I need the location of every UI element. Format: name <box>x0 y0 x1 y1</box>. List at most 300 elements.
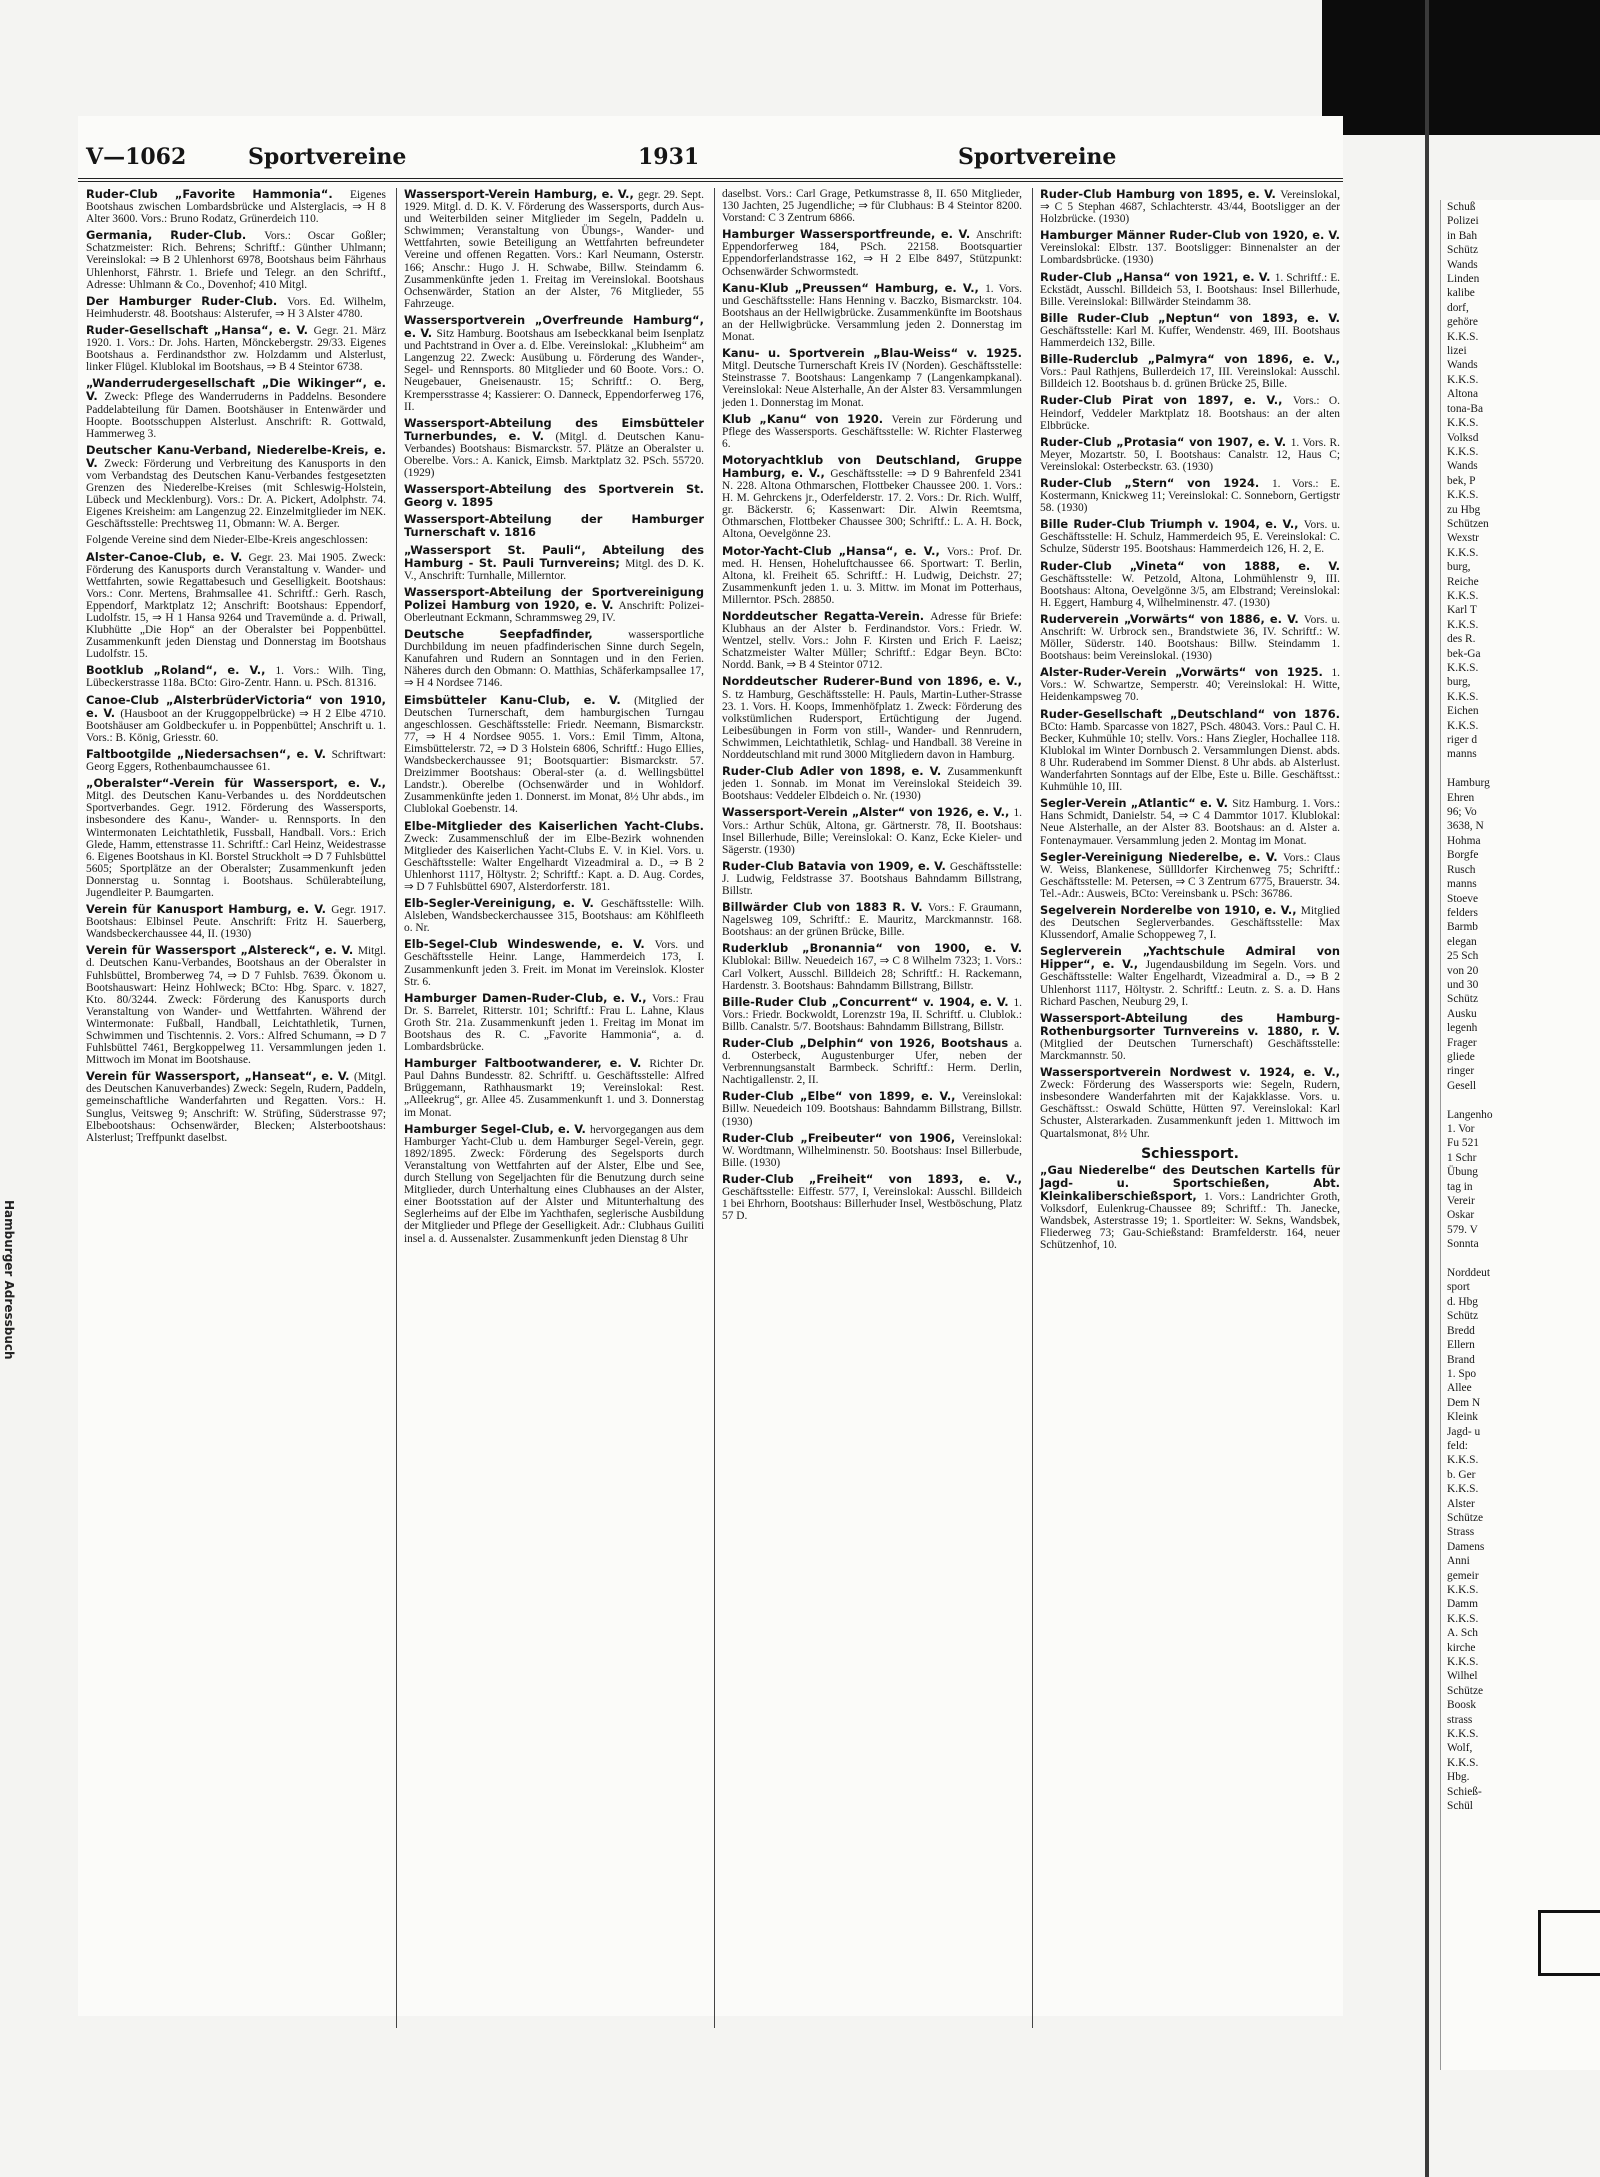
column-divider <box>714 188 715 2028</box>
club-name: Wassersport-Verein Hamburg, e. V., <box>404 187 639 201</box>
club-name: Ruder-Club Batavia von 1909, e. V. <box>722 858 950 873</box>
right-page-line: Stoeve <box>1447 892 1479 905</box>
club-entry <box>722 545 1022 606</box>
club-details: Geschäftsstelle: J. Ludwig, Feldstrasse 37. Bootshaus Bahndamm Billstrang, Billstr. <box>722 860 1022 897</box>
club-name: Ruderverein „Vorwärts“ von 1886, e. V. <box>1040 611 1304 626</box>
club-details: Vors.: Oscar Goßler; Schatzmeister: Rich. Behrens; Schriftf.: Günther Uhlmann; Vereinslokal: ⇒ B 2 Uhlenhorst 6978, Bootshaus beim Fährhaus Uhlenhorst, Fährstr. 1. Briefe und Telegr. an den Schriftf., Adresse: Uhlmann & Co., Dovenhof; 410 Mitgl. <box>86 230 386 291</box>
right-page-line: K.K.S. <box>1447 719 1479 732</box>
club-name: Segelverein Norderelbe von 1910, e. V., <box>1040 902 1301 917</box>
club-details: Sitz Hamburg. Bootshaus am Isebeckkanal beim Isenplatz und Pachtstrand in Over a. d. Elbe. Vereinslokal: „Klubheim“ am Langenzug 22. Zweck: Ausübung u. Förderung des Wander-, Segel- und Rennsports. 80 Mitglieder und 60 Boote. Vors.: O. Neugebauer, Gneisenaustr. 15; Schriftf.: O. Berg, Krempersstrasse 4; Kassierer: O. Danneck, Eppendorferweg 176, II. <box>404 328 704 413</box>
right-page-line <box>1441 1093 1600 1107</box>
right-page-line <box>1441 762 1600 776</box>
club-name: Hamburger Faltbootwanderer, e. V. <box>404 1056 650 1071</box>
club-entry <box>1040 436 1340 473</box>
page-number: V—1062 <box>86 144 187 170</box>
club-details: Verein zur Förderung und Pflege des Wassersports. Geschäftsstelle: W. Richter Flasterweg 6. <box>722 413 1023 450</box>
club-details: 1. Vors. und Geschäftsstelle: Hans Henning v. Baczko, Bismarckstr. 104. Bootshaus an der Hellwigbrücke. Zusammenkünfte im Bootshaus an der Hellwigbrücke. Versammlung jeden 2. Donnerstag im Monat. <box>722 282 1022 344</box>
club-details: Gegr. 23. Mai 1905. Zweck: Förderung des Kanusports durch Veranstaltung v. Wander- und Wettfahrten, sowie Regattabesuch und Geselligkeit. Bootshaus: Vors.: Conr. Mertens, Brahmsallee 41. Schriftf.: Gerh. Rasch, Eppendorf, Marktplatz 12; Anschrift: Bootshaus: Eppendorf, Ludolfstr. 15, ⇒ H 1 Hansa 9264 und Travemünde a. d. Priwall, Klubhütte „Die Hop“ an der Oberalster bei Poppenbüttel. Zusammenkunft jeden Dienstag und Donnerstag im Bootshaus Ludolfstr. 15. <box>86 551 386 661</box>
club-details: 1. Vors.: Friedr. Bockwoldt, Lorenzstr 19a, II. Schriftf. u. Clublok.: Billb. Canalstr. 5/7. Bootshaus: Bahndamm Billstrang, Billstr. <box>722 996 1022 1033</box>
club-details: Zweck: Pflege des Wanderruderns in Paddelns. Besondere Paddelabteilung für Damen. Bootshäuser in Entenwärder und Hoopte. Bootsschuppen Alsterlust. Anschrift: R. Gottwald, Hammerweg 3. <box>86 391 387 440</box>
right-page-line: Langenho <box>1447 1108 1493 1121</box>
club-name: Motor-Yacht-Club „Hansa“, e. V., <box>722 543 947 558</box>
column-1 <box>86 188 386 1148</box>
club-entry <box>86 748 386 773</box>
right-page-line: tag in <box>1447 1180 1473 1193</box>
club-entry <box>1040 1066 1340 1140</box>
right-page-line: Damm <box>1447 1598 1479 1611</box>
club-entry <box>1040 1164 1340 1252</box>
right-page-line: Hbg. <box>1447 1771 1470 1784</box>
right-page-line <box>1441 1252 1600 1266</box>
club-name: Seglerverein „Yachtschule Admiral von Hipper“, e. V., <box>1040 944 1340 972</box>
right-page-line: burg, <box>1447 676 1471 689</box>
right-page-line: Eichen <box>1447 705 1479 718</box>
club-details: Gegr. 1917. Bootshaus: Elbinsel Peute. Anschrift: Fritz H. Sauerberg, Wandsbeckerchaussee 44, II. (1930) <box>86 904 386 941</box>
binding-side-text: Hamburger Adressbuch <box>2 1200 16 1360</box>
club-entry <box>722 942 1022 991</box>
club-details: Vors. u. Geschäftsstelle: H. Schulz, Hammerdeich 95, E. Vereinslokal: C. Schulze, Süderstr 195. Bootshaus: Hammerdeich 126, H. 2, E. <box>1040 519 1340 556</box>
club-details: Gegr. 21. März 1920. 1. Vors.: Dr. Johs. Harten, Mönckebergstr. 29/33. Eigenes Bootshaus a. Ferdinandsthor zw. Holzdamm und Alsterlust, linker Flügel. Klublokal im Bootshaus, ⇒ B 4 Steintor 6738. <box>86 324 386 374</box>
club-details: (Mitglied der Deutschen Turnerschaft, dem hamburgischen Turngau angeschlossen. Geschäftsstelle: Friedr. Neemann, Bismarckstr. 77, ⇒ H 4 Nordsee 9055. 1. Vors.: Emil Timm, Altona, Eimsbüttelerstr. 72, ⇒ D 3 Holstein 6806, Schriftf.: Hugo Ellies, Wandsbeckerchaussee 91; Bootsquartier: Bismarckstr. 57. Dreizimmer Bootshaus: Oberal-ster (a. d. Wellingsbüttel Landstr.). Oberelbe (Ochsenwärder und in Wohldorf. Zusammenkünfte jeden 1. Donnerst. im Monat, 8½ Uhr abds., im Clublokal Goebenstr. 14. <box>404 694 704 816</box>
club-entry <box>1040 312 1340 349</box>
club-name: Canoe-Club „AlsterbrüderVictoria“ von 1910, e. V. <box>86 692 386 720</box>
club-name: Verein für Wassersport, „Hanseat“, e. V. <box>86 1069 355 1084</box>
club-name: Wassersportverein „Overfreunde Hamburg“, e. V. <box>404 312 704 341</box>
club-name: Kanu- u. Sportverein „Blau-Weiss“ v. 1925. <box>722 346 1022 361</box>
club-details: Anschrift: Polizei-Oberleutnant Eckmann, Schrammsweg 29, IV. <box>404 599 704 624</box>
club-entry <box>1040 851 1340 900</box>
club-name: Ruderklub „Bronannia“ von 1900, e. V. <box>722 941 1022 956</box>
club-name: Ruder-Club „Elbe“ von 1899, e. V., <box>722 1089 962 1104</box>
club-details: Zweck: Förderung des Wassersports wie: Segeln, Rudern, insbesondere Wanderfahrten mit der Kajakklasse. Vors. u. Geschäftsst.: Oswald Schütte, Hütten 97. Vereinslokal: Karl Schuster, Alsterarkaden. Zusammenkunft jeden 1. Mittwoch im Quartalsmonat, 8½ Uhr. <box>1040 1079 1340 1140</box>
right-page-line: riger d <box>1447 734 1478 747</box>
club-entry <box>404 938 704 987</box>
club-entry <box>404 513 704 539</box>
right-page-line: K.K.S. <box>1447 1612 1479 1625</box>
right-page-line: K.K.S. <box>1447 1728 1479 1741</box>
club-name: Verein für Kanusport Hamburg, e. V. <box>86 902 332 917</box>
club-details: Vereinslokal: Billw. Neuedeich 109. Bootshaus: Bahndamm Billstrang, Billstr. (1930) <box>722 1091 1022 1128</box>
club-entry <box>722 765 1022 802</box>
right-page-line: Schütz <box>1447 993 1479 1006</box>
right-page-line: Bredd <box>1447 1324 1475 1337</box>
right-page-line: Übung <box>1447 1166 1479 1179</box>
right-page-line: K.K.S. <box>1447 445 1479 458</box>
right-page-line: Hamburg <box>1447 777 1490 790</box>
club-name: Hamburger Damen-Ruder-Club, e. V., <box>404 990 653 1005</box>
club-entry <box>1040 394 1340 431</box>
club-name: Ruder-Club „Protasia“ von 1907, e. V. <box>1040 434 1291 449</box>
club-details: 1. Vors.: Arthur Schük, Altona, gr. Gärtnerstr. 78, II. Bootshaus: Insel Billerhude, Bille; Vereinslokal: O. Kanz, Ecke Kieler- und Sägerstr. (1930) <box>722 807 1022 856</box>
right-page-fragment <box>1440 200 1600 2070</box>
right-page-line: Boosk <box>1447 1699 1477 1712</box>
right-page-line: sport <box>1447 1281 1470 1294</box>
right-page-line: Schuß <box>1447 201 1476 213</box>
club-entry <box>1040 229 1340 266</box>
club-entry <box>86 377 386 439</box>
club-details: Anschrift: Eppendorferweg 184, PSch. 22158. Bootsquartier Eppendorferlandstrasse 162, ⇒ H 2 Elbe 8497, Stützpunkt: Ochsenwärder Schwormstedt. <box>722 229 1022 278</box>
right-page-line: dorf, <box>1447 301 1469 314</box>
right-page-line: K.K.S. <box>1447 690 1479 703</box>
club-entry <box>1040 477 1340 514</box>
club-entry <box>1040 1012 1340 1062</box>
right-page-line: strass <box>1447 1713 1473 1726</box>
club-details: Vors.: F. Graumann, Nagelsweg 109, Schriftf.: E. Mauritz, Marckmannstr. 168. Bootshaus: an der grünen Brücke, Bille. <box>722 902 1022 939</box>
club-entry <box>404 897 704 934</box>
club-name: „Wanderrudergesellschaft „Die Wikinger“, e. V. <box>86 376 386 404</box>
right-page-line: manns <box>1447 878 1477 891</box>
right-page-line: bek-Ga <box>1447 647 1481 660</box>
club-details: Geschäftsstelle: Wilh. Alsleben, Wandsbeckerchaussee 315, Bootshaus: am Köhlfleeth o. Nr. <box>404 898 704 935</box>
right-page-line: ringer <box>1447 1065 1475 1078</box>
right-page-line: Altona <box>1447 388 1479 401</box>
club-details: Zweck: Zusammenschluß der im Elbe-Bezirk wohnenden Mitglieder des Kaiserlichen Yacht-Clubs E. V. in Kiel. Vors. u. Geschäftsstelle: Walter Engelhardt Vizeadmiral a. D., ⇒ B 2 Uhlenhorst 1117, Höltystr. 2; Schriftf.: Kapt. a. D. Aug. Cordes, ⇒ D 7 Fuhlsbüttel 6907, Alsterdorferstr. 181. <box>404 832 704 893</box>
right-page-line: Schütze <box>1447 1684 1484 1697</box>
right-page-line: Schieß- <box>1447 1785 1482 1798</box>
page-header <box>78 138 1343 182</box>
club-entry <box>404 314 704 413</box>
club-details: 1. Vors. R. Meyer, Mozartstr. 50, I. Bootshaus: Canalstr. 12, Haus C; Vereinslokal: Osterbeckstr. 63. (1930) <box>1040 436 1340 473</box>
right-page-line: Wexstr <box>1447 532 1479 545</box>
right-page-line: Wolf, <box>1447 1742 1473 1755</box>
club-entry <box>1040 904 1340 941</box>
right-page-frame <box>1538 1910 1600 1976</box>
club-entry <box>86 324 386 373</box>
club-details: 1. Vors.: W. Schwartze, Semperstr. 40; Vereinslokal: H. Witte, Heidenkampsweg 70. <box>1040 667 1340 704</box>
club-details: Geschäftsstelle: W. Petzold, Altona, Lohmühlenstr 9, III. Bootshaus: Altona, Oevelgönne 3/5, am Elbstrand; Vereinslokal: H. Eggert, Hamburg 4, Wilhelminenstr. 47. (1930) <box>1040 572 1340 609</box>
club-name: „Gau Niederelbe“ des Deutschen Kartells für Jagd- u. Sportschießen, Abt. Kleinkaliberschießsport, <box>1040 1162 1340 1203</box>
club-details: Klublokal: Billw. Neuedeich 167, ⇒ C 8 Wilhelm 7323; 1. Vors.: Carl Volkert, Ausschl. Billdeich 28; Schriftf.: H. Rackemann, Hardenstr. 3. Bootshaus: Bahndamm Billstrang, Billstr. <box>722 955 1022 992</box>
club-entry <box>404 1123 704 1245</box>
club-name: Ruder-Club „Favorite Hammonia“. <box>86 187 350 201</box>
club-details: Vors.: O. Heindorf, Veddeler Marktplatz 18. Bootshaus: an der alten Elbbrücke. <box>1040 395 1340 432</box>
club-entry <box>86 694 386 744</box>
club-details: daselbst. Vors.: Carl Grage, Petkumstrasse 8, II. 650 Mitglieder, 130 Jachten, 25 Jugendliche; ⇒ für Clubhaus: B 4 Steintor 8200. Vorstand: C 3 Zentrum 6866. <box>722 188 1022 225</box>
club-details: Vors.: Claus W. Weiss, Blankenese, Süllldorfer Kirchenweg 75; Schriftf.: Geschäftsstelle: M. Petersen, ⇒ C 3 Zentrum 6775, Brauerstr. 34. Tel.-Adr.: Ausweis, BCto: Vereinsbank u. PSch: 36786. <box>1040 851 1340 900</box>
club-details: (Mitgl. d. Deutschen Kanu-Verbandes) Bootshaus: Bismarckstr. 57. Plätze an Oberalster u. Oberelbe. Vors.: A. Kanick, Eimsb. Marktplatz 32. PSch. 55720. (1929) <box>404 430 704 480</box>
club-name: Wassersport-Abteilung des Sportverein St. Georg v. 1895 <box>404 482 704 510</box>
club-name: Segler-Verein „Atlantic“ e. V. <box>1040 796 1233 811</box>
right-page-line: d. Hbg <box>1447 1295 1479 1308</box>
club-name: Ruder-Gesellschaft „Hansa“, e. V. <box>86 322 314 337</box>
club-name: Bille-Ruderclub „Palmyra“ von 1896, e. V., <box>1040 352 1340 367</box>
club-entry <box>1040 708 1340 794</box>
club-entry <box>1040 271 1340 308</box>
right-page-line: K.K.S. <box>1447 618 1479 631</box>
club-details: Vors.: Frau Dr. S. Barrelet, Ritterstr. 101; Schriftf.: Frau L. Lahne, Klaus Groth Str. 21a. Zusammenkunft jeden 1. Freitag im Monat im Bootshaus des R. C. „Favorite Hammonia“, a. d. Lombardsbrücke. <box>404 992 704 1054</box>
right-page-line: Vereir <box>1447 1195 1475 1208</box>
right-page-line: Wands <box>1447 460 1478 473</box>
club-details: Mitgl. Deutsche Turnerschaft Kreis IV (Norden). Geschäftsstelle: Steinstrasse 7. Bootshaus: Langenkamp 7 (Langenkampkanal). Vereinslokal: Neue Alsterhalle, An der Alster 83. Versammlungen jeden 1. Donnerstag im Monat. <box>722 360 1022 409</box>
club-entry <box>86 188 386 225</box>
club-details: gegr. 29. Sept. 1929. Mitgl. d. D. K. V. Förderung des Wassersports, durch Aus- und Weiterbilden seiner Mitglieder im Segeln, Paddeln u. Schwimmen; Veranstaltung von Übungs-, Wander- und Wettfahrten, sowie Beteiligung an Wettfahrten befreundeter Vereine und offenen Regatten. Vors.: Karl Neumann, Osterstr. 166; Anschr.: Hugo J. H. Schwabe, Billw. Steindamm 6. Zusammenkünfte jeden 1. Freitag im Vereinslokal. Bootshaus Ochsenwärder, Station an der Alster, 76 Mitglieder, 55 Fahrzeuge. <box>404 189 705 310</box>
club-name: Ruder-Club „Freiheit“ von 1893, e. V., <box>722 1171 1022 1186</box>
club-details: hervorgegangen aus dem Hamburger Yacht-Club u. dem Hamburger Segel-Verein, gegr. 1892/1895. Zweck: Förderung des Segelsports durch Veranstaltung von Wettfahrten auf der Alster, Elbe und See, durch Stellung von Segeljachten für die Benutzung durch seine Mitglieder, durch Unterhaltung eines Clubhauses an der Alster, einer Bootsstation auf der Alster und Mitunterhaltung des Seglerheims auf der Elbe im Yachthafen, seglerische Ausbildung der Mitglieder und Pflege der Geselligkeit. Adr.: Clubhaus Guiliti insel a. d. Aussenalster. Zusammenkunft jeden Dienstag 8 Uhr <box>404 1123 704 1245</box>
club-details: Sitz Hamburg. 1. Vors.: Hans Schmidt, Danielstr. 54, ⇒ C 4 Dammtor 1017. Klublokal: Neue Alsterhalle, an der Alster 83. Bootshaus: an d. Alster a. Fontenaymauer. Versammlung jeden 2. Montag im Monat. <box>1040 798 1341 847</box>
right-page-line: Reiche <box>1447 575 1479 588</box>
club-details: Vors.: Paul Rathjens, Bullerdeich 17, III. Vereinslokal: Ausschl. Billdeich 12. Bootshaus b. d. grünen Brücke 25, Bille. <box>1040 366 1340 391</box>
club-name: Norddeutscher Regatta-Verein. <box>722 609 931 623</box>
right-page-line: K.K.S. <box>1447 417 1479 430</box>
club-name: Bille-Ruder Club „Concurrent“ v. 1904, e. V. <box>722 994 1014 1009</box>
club-name: Segler-Vereinigung Niederelbe, e. V. <box>1040 849 1284 864</box>
club-name: Wassersport-Abteilung der Sportvereinigung Polizei Hamburg von 1920, e. V. <box>404 584 704 612</box>
club-details: Mitgl. d. Deutschen Kanu-Verbandes, Bootshaus an der Oberalster in Fuhlsbüttel, Bromberweg 74, ⇒ D 7 Fuhlsb. 7639. Ökonom u. Bootshauswart: Heinz Hohlweck; BCto: Hbg. Sparc. v. 1827, Kto. 80/3244. Zweck: Förderung des Kanusports durch Veranstaltung von Wander- und Wettfahrten. Während der Wintermonate: Fußball, Handball, Leichtathletik, Turnen, Schwimmen und Tischtennis. 2. Vors.: Alfred Schumann, ⇒ D 7 Fuhlsbüttel 7461, Bergkoppelweg 11. Versammlungen jeden 1. Mittwoch im Monat im Bootshause. <box>86 945 386 1067</box>
club-entry <box>404 586 704 624</box>
club-name: Faltbootgilde „Niedersachsen“, e. V. <box>86 746 332 761</box>
club-entry <box>1040 518 1340 555</box>
club-entry <box>86 664 386 689</box>
club-entry <box>86 777 386 899</box>
club-entry <box>1040 560 1340 609</box>
club-name: Alster-Canoe-Club, e. V. <box>86 549 249 564</box>
right-page-line: K.K.S. <box>1447 589 1479 602</box>
club-details: 1. Vors.: Landrichter Groth, Volksdorf, Eulenkrug-Chaussee 89; Schriftf.: Th. Janecke, Wandsbek, Asterstrasse 19; 1. Sportleiter: W. Sekns, Wandsbek, Fliederweg 73; Gau-Schießstand: Bramfelderstr. 164, neuer Schützenhof, 10. <box>1040 1190 1340 1252</box>
club-name: Wassersport-Abteilung des Eimsbütteler Turnerbundes, e. V. <box>404 415 704 443</box>
club-entry <box>1040 613 1340 662</box>
club-details: Geschäftsstelle: Eiffestr. 577, I, Vereinslokal: Ausschl. Billdeich 1 bei Ehrhorn, Bootshaus: Billerhuder Insel, Westböschung, Platz 57 D. <box>722 1186 1022 1223</box>
club-entry <box>722 860 1022 897</box>
right-page-line: 1. Vor <box>1447 1123 1475 1135</box>
right-page-line: Schütze <box>1447 1511 1484 1524</box>
right-page-line: K.K.S. <box>1447 330 1479 343</box>
right-page-line: Schütz <box>1447 1310 1479 1323</box>
right-page-line: b. Ger <box>1447 1468 1476 1481</box>
club-name: Alster-Ruder-Verein „Vorwärts“ von 1925. <box>1040 665 1332 680</box>
club-name: Ruder-Club „Freibeuter“ von 1906, <box>722 1130 962 1145</box>
club-details: Jugendausbildung im Segeln. Vors. und Geschäftsstelle: Walter Engelhardt, Vizeadmiral a. D., ⇒ B 2 Uhlenhorst 1117, Höltystr. 2. Schriftf.: Leutn. z. S. a. D. Hans Richard Paschen, Neuburg 29, I. <box>1040 959 1340 1008</box>
right-page-line: 96; Vo <box>1447 806 1477 819</box>
club-entry <box>86 903 386 940</box>
club-details: Mitgl. des Deutschen Kanu-Verbandes u. des Norddeutschen Sportverbandes. Gegr. 1912. Förderung des Wassersports, insbesondere des Kanu-, Wander- u. Rennsports. In den Wintermonaten Leichtathletik, Fussball, Handball. Vors.: Erich Glede, Hamm, ettenstrasse 11. Schriftf.: Carl Heinz, Weidestrasse 6. Eigenes Bootshaus in Kl. Borstel Struckholt ⇒ D 7 Fuhlsbüttel 5605; Sportplätze an der Oberalster; Zusammenkunft jeden Donnerstag u. Sonntag i. Bootshaus. Schülerabteilung, Jugendleiter P. Baumgarten. <box>86 790 386 899</box>
club-name: Ruder-Club Hamburg von 1895, e. V. <box>1040 187 1281 201</box>
club-name: Wassersport-Verein „Alster“ von 1926, e. V., <box>722 805 1014 820</box>
right-page-line: 579. V <box>1447 1223 1478 1236</box>
right-page-line: Oskar <box>1447 1209 1475 1222</box>
right-page-line: Anni <box>1447 1555 1470 1568</box>
club-details: (Mitglied der Deutschen Turnerschaft) Geschäftsstelle: Marckmannstr. 50. <box>1040 1037 1340 1062</box>
club-details: Vereinslokal, ⇒ C 5 Stephan 4687, Schlachterstr. 43/44, Bootsligger an der Holzbrücke. (1930) <box>1040 189 1340 226</box>
right-page-line: legenh <box>1447 1022 1478 1035</box>
club-entry <box>722 347 1022 408</box>
club-details: (Mitgl. des Deutschen Kanuverbandes) Zweck: Segeln, Rudern, Paddeln, gemeinschaftliche Wanderfahrten und Regatten. Vors.: H. Sunglus, Veitsweg 9; Anschrift: W. Strüfing, Süderstrasse 97; Elbebootshaus: Ochsenwärder, Blecken; Alsterbootshaus: Alsterlust; Treffpunkt daselbst. <box>86 1071 386 1144</box>
club-entry <box>86 295 386 320</box>
right-page-line: Borgfe <box>1447 849 1479 862</box>
column-divider <box>396 188 397 2028</box>
club-entry <box>722 282 1022 343</box>
right-page-line: Linden <box>1447 273 1480 286</box>
club-name: Kanu-Klub „Preussen“ Hamburg, e. V., <box>722 280 986 295</box>
club-entry <box>1040 666 1340 703</box>
right-page-line: Schül <box>1447 1800 1473 1813</box>
club-name: Germania, Ruder-Club. <box>86 228 265 243</box>
left-page <box>78 116 1343 2016</box>
club-entry <box>1040 945 1340 1007</box>
right-page-line: K.K.S. <box>1447 546 1479 559</box>
right-page-line: Schützen <box>1447 517 1489 530</box>
right-page-line: K.K.S. <box>1447 1584 1479 1596</box>
right-page-line: K.K.S. <box>1447 662 1479 674</box>
right-page-line: feld: <box>1447 1439 1468 1452</box>
club-entry <box>722 228 1022 277</box>
club-name: Elb-Segel-Club Windeswende, e. V. <box>404 937 655 952</box>
right-page-line: kalibe <box>1447 287 1475 300</box>
column-4 <box>1040 188 1340 1255</box>
right-page-line: Alster <box>1447 1497 1475 1510</box>
right-page-line: in Bah <box>1447 229 1478 242</box>
club-name: Wassersportverein Nordwest v. 1924, e. V., <box>1040 1065 1340 1080</box>
header-left-title: Sportvereine <box>248 144 407 170</box>
club-name: Eimsbütteler Kanu-Club, e. V. <box>404 692 635 707</box>
right-page-line: Frager <box>1447 1036 1477 1049</box>
club-name: Billwärder Club von 1883 R. V. <box>722 900 928 915</box>
right-page-line: Norddeut <box>1447 1267 1491 1280</box>
club-entry <box>404 820 704 894</box>
right-page-line: Ellern <box>1447 1339 1475 1352</box>
right-page-line: Hohma <box>1447 834 1481 847</box>
club-entry <box>86 229 386 290</box>
club-name: Wassersport-Abteilung des Hamburg-Rothenburgsorter Turnvereins v. 1880, r. V. <box>1040 1010 1340 1038</box>
club-name: Wassersport-Abteilung der Hamburger Turnerschaft v. 1816 <box>404 512 704 540</box>
club-name: Ruder-Club „Delphin“ von 1926, Bootshaus <box>722 1036 1015 1050</box>
club-name: Der Hamburger Ruder-Club. <box>86 293 288 308</box>
right-page-line: Polizei <box>1447 215 1479 228</box>
right-page-line: Wands <box>1447 359 1478 372</box>
club-name: Ruder-Club Adler von 1898, e. V. <box>722 764 948 779</box>
club-details: Zweck: Förderung und Verbreitung des Kanusports in den vom Verbandstag des Deutschen Kanu-Verbandes festgesetzten Grenzen des Niederelbe-Kreises (mit Schleswig-Holstein, Lübeck und Mecklenburg). Vors.: Dr. A. Pickert, Adolphstr. 74. Eigenes Kreisheim: am Langenzug 22. Einzelmitglieder im NEK. Geschäftsstelle: Prechtsweg 11, Obmann: W. A. Berger. <box>86 457 387 531</box>
club-details: Mitgl. des D. K. V., Anschrift: Turnhalle, Millerntor. <box>404 557 704 582</box>
right-page-line: manns <box>1447 748 1477 761</box>
right-page-line: Ausku <box>1447 1007 1477 1020</box>
club-entry <box>404 992 704 1053</box>
club-details: Vereinslokal: Elbstr. 137. Bootsligger: Binnenalster an der Lombardsbrücke. (1930) <box>1040 242 1340 267</box>
club-name: Elbe-Mitglieder des Kaiserlichen Yacht-Clubs. <box>404 818 704 833</box>
section-heading: Schiessport. <box>1141 1145 1239 1162</box>
club-name: Hamburger Männer Ruder-Club von 1920, e. V. <box>1040 228 1340 243</box>
club-details: Zusammenkunft jeden 1. Sonnab. im Monat im Vereinslokal Steideich 39. Bootshaus: Veddeler Elbdeich o. Nr. (1930) <box>722 766 1022 803</box>
club-name: Ruder-Club „Vineta“ von 1888, e. V. <box>1040 558 1340 573</box>
club-name: Deutscher Kanu-Verband, Niederelbe-Kreis, e. V. <box>86 442 386 470</box>
right-page-line: K.K.S. <box>1447 1756 1479 1769</box>
club-entry <box>86 534 386 546</box>
club-name: „Wassersport St. Pauli“, Abteilung des Hamburg - St. Pauli Turnvereins; <box>404 542 704 570</box>
club-name: Klub „Kanu“ von 1920. <box>722 411 892 426</box>
club-entry <box>404 628 704 689</box>
right-page-line: tona-Ba <box>1447 402 1484 415</box>
club-entry <box>722 610 1022 671</box>
club-entry <box>86 944 386 1066</box>
club-details: Geschäftsstelle: ⇒ D 9 Bahrenfeld 2341 N. 228. Altona Othmarschen, Flottbeker Chaussee 200. 1. Vors.: H. M. Gehrckens jr., Oderfelderstr. 17. 2. Vors.: Dr. Rich. Wulff, gr. Bäckerstr. 6; Kassenwart: Dir. Alwin Reemtsma, Othmarschen, Flottbeker Chaussee 300; Schriftf.: L. A. H. Bock, Altona, Oevelgönne 23. <box>722 467 1022 541</box>
club-entry <box>722 1132 1022 1169</box>
right-page-line: Wilhel <box>1447 1670 1478 1683</box>
club-entry <box>722 806 1022 855</box>
club-entry <box>722 188 1022 224</box>
right-page-line: A. Sch <box>1447 1627 1479 1640</box>
scan-dark-corner <box>1322 0 1600 135</box>
club-entry <box>404 1057 704 1118</box>
club-details: Eigenes Bootshaus zwischen Lombardsbrücke und Alsterglacis, ⇒ H 8 Alter 3600. Vors.: Bruno Rodatz, Grünerdeich 110. <box>86 189 386 226</box>
club-details: 1. Vors.: E. Kostermann, Knickweg 11; Vereinslokal: C. Sonneborn, Gertigstr 58. (1930) <box>1040 477 1340 515</box>
club-entry <box>404 544 704 582</box>
club-entry <box>722 413 1022 450</box>
right-page-line: Rusch <box>1447 863 1476 876</box>
right-page-line: von 20 <box>1447 964 1479 977</box>
right-page-line: kirche <box>1447 1641 1476 1654</box>
right-page-line: Kleink <box>1447 1411 1479 1424</box>
club-entry <box>86 444 386 531</box>
club-entry <box>1040 797 1340 846</box>
club-entry <box>722 1173 1022 1222</box>
right-page-line: Wands <box>1447 258 1478 271</box>
club-details: Vors. Ed. Wilhelm, Heimhuderstr. 48. Bootshaus: Alsterufer, ⇒ H 3 Alster 4780. <box>86 295 386 320</box>
club-name: Verein für Wassersport „Alstereck“, e. V. <box>86 943 358 958</box>
right-page-line: 1 Schr <box>1447 1151 1477 1164</box>
club-name: Bille Ruder-Club Triumph v. 1904, e. V., <box>1040 517 1304 532</box>
club-entry <box>404 417 704 479</box>
club-entry <box>722 901 1022 938</box>
club-name: Hamburger Wassersportfreunde, e. V. <box>722 227 976 242</box>
column-2 <box>404 188 704 1249</box>
right-page-line: Gesell <box>1447 1079 1477 1092</box>
right-page-line: Fu 521 <box>1447 1137 1479 1150</box>
club-details: Mitglied des Deutschen Seglerverbandes. Geschäftsstelle: Max Klussendorf, Amalie Schoppeweg 7, I. <box>1040 904 1340 942</box>
club-details: 1. Schriftf.: E. Eckstädt, Ausschl. Billdeich 53, I. Bootshaus: Insel Billerhude, Bille. Vereinslokal: Billwärder Steindamm 38. <box>1040 271 1340 308</box>
club-details: Schriftwart: Georg Eggers, Rothenbaumchaussee 61. <box>86 748 386 774</box>
right-page-line: 25 Sch <box>1447 950 1479 963</box>
club-name: „Oberalster“-Verein für Wassersport, e. V., <box>86 776 386 791</box>
right-page-line: K.K.S. <box>1447 373 1479 386</box>
club-details: Geschäftsstelle: Karl M. Kuffer, Wendenstr. 469, III. Bootshaus Hammerdeich 132, Bille. <box>1040 324 1340 350</box>
club-name: Bootklub „Roland“, e. V., <box>86 663 276 678</box>
right-page-line: Ehren <box>1447 791 1475 804</box>
right-page-line: Brand <box>1447 1353 1475 1366</box>
club-details: Vors. und Geschäftsstelle Heinr. Lange, Hammerdeich 173, I. Zusammenkunft jeden 3. Freit. im Monat im Vereinslok. Kloster Str. 6. <box>404 939 704 988</box>
club-entry <box>404 483 704 509</box>
column-divider <box>1032 188 1033 2028</box>
header-year: 1931 <box>638 144 700 170</box>
club-entry <box>722 675 1022 761</box>
club-entry <box>722 1037 1022 1086</box>
club-details: S. tz Hamburg, Geschäftsstelle: H. Pauls, Martin-Luther-Strasse 23. 1. Vors. H. Koops, Immenhöfplatz 1. Zweck: Förderung des volkstümlichen Rudersport, Ertüchtigung der Jugend. Leibesübungen in Form von still-, Wander- und Rennrudern, Schwimmen, Leichtathletik, Schlag- und Handball. 38 Vereine in Norddeutschland mit rund 3000 Mitgliedern davon in Hamburg. <box>722 688 1022 762</box>
right-page-line: Allee <box>1447 1382 1472 1395</box>
right-page-line: Barmb <box>1447 921 1479 934</box>
club-name: Bille Ruder-Club „Neptun“ von 1893, e. V. <box>1040 310 1340 325</box>
right-page-line: Karl T <box>1447 604 1477 617</box>
club-details: a. d. Osterbeck, Augustenburger Ufer, neben der Verbrennungsanstalt Barmbeck. Schriftf.: Herm. Derlin, Nachtigallenstr. 2, II. <box>722 1038 1022 1087</box>
club-entry <box>1040 353 1340 390</box>
right-page-line: burg, <box>1447 561 1471 574</box>
right-page-line: Dem N <box>1447 1396 1481 1409</box>
club-details: Vereinslokal: W. Wordtmann, Wilhelminenstr. 50. Bootshaus: Insel Billerbude, Bille. (1930) <box>722 1132 1022 1169</box>
right-page-line: lizei <box>1447 345 1467 358</box>
right-page-line: 3638, N <box>1447 820 1484 833</box>
right-page-line: elegan <box>1447 935 1477 948</box>
club-details: Adresse für Briefe: Klubhaus an der Alster b. Ferdinandstor. Vors.: Friedr. W. Wentzel, stellv. Vors.: John F. Kirsten und Erich F. Laeisz; Schatzmeister Walter Müller; Schriftf.: Edgar Beyn. BCto: Nordd. Bank, ⇒ B 4 Steintor 0712. <box>722 611 1022 672</box>
right-page-line: 1. Spo <box>1447 1367 1477 1380</box>
page-gutter-shadow <box>1425 0 1429 2177</box>
club-name: Ruder-Club „Stern“ von 1924. <box>1040 475 1272 490</box>
column-3 <box>722 188 1022 1226</box>
right-page-line: gliede <box>1447 1050 1475 1063</box>
right-page-line: gehöre <box>1447 316 1478 329</box>
right-page-line: und 30 <box>1447 978 1479 991</box>
club-name: Norddeutscher Ruderer-Bund von 1896, e. V., <box>722 674 1022 689</box>
club-details: wassersportliche Durchbildung im neuen pfadfinderischen Sinne durch Segeln, Kanufahren und Rudern an Sonntagen und in den Ferien. Näheres durch den Obmann: O. Matthias, Schäferkampsallee 17, ⇒ H 4 Nordsee 7146. <box>404 629 704 690</box>
club-entry <box>86 1070 386 1144</box>
right-page-line: K.K.S. <box>1447 1454 1479 1467</box>
club-name: Ruder-Club „Hansa“ von 1921, e. V. <box>1040 269 1275 284</box>
club-details: Folgende Vereine sind dem Nieder-Elbe-Kreis angeschlossen: <box>86 534 369 547</box>
